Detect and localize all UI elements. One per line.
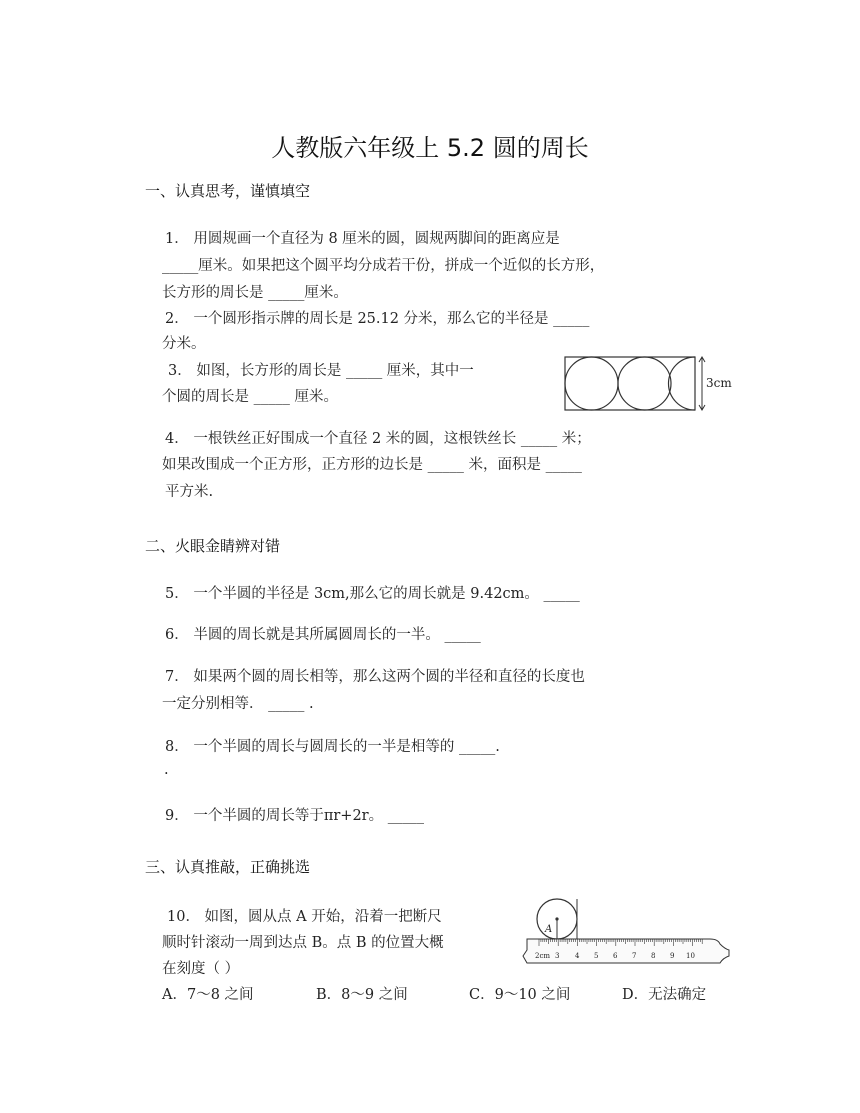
ruler-label-9: 9	[670, 952, 675, 960]
q6-line1: 6． 半圆的周长就是其所属圆周长的一半。 _____	[165, 627, 481, 643]
q4-line1: 4． 一根铁丝正好围成一个直径 2 米的圆，这根铁丝长 _____ 米；	[165, 431, 591, 447]
q3-line2: 个圆的周长是 _____ 厘米。	[162, 389, 338, 405]
ruler-label-4: 4	[575, 952, 580, 960]
page-title: 人教版六年级上 5.2 圆的周长	[271, 134, 589, 162]
ruler-label-5: 5	[594, 952, 599, 960]
ruler-label-8: 8	[651, 952, 656, 960]
q10-point-a-label: A	[545, 924, 553, 935]
q5-line1: 5． 一个半圆的半径是 3cm,那么它的周长就是 9.42cm。 _____	[165, 586, 580, 602]
q10-option-a: A．7～8 之间	[162, 987, 254, 1003]
section-heading-1: 一、认真思考，谨慎填空	[145, 182, 311, 200]
ruler-label-10: 10	[686, 952, 695, 960]
q10-line3: 在刻度（ ）	[162, 961, 240, 977]
q1-line1: 1． 用圆规画一个直径为 8 厘米的圆，圆规两脚间的距离应是	[165, 231, 560, 247]
section-heading-2: 二、火眼金睛辨对错	[145, 537, 281, 555]
q10-option-d: D．无法确定	[622, 987, 707, 1003]
q10-line2: 顺时针滚动一周到达点 B。点 B 的位置大概	[162, 935, 444, 951]
q7-line1: 7． 如果两个圆的周长相等，那么这两个圆的半径和直径的长度也	[165, 669, 585, 685]
q10-option-c: C．9～10 之间	[469, 987, 571, 1003]
q10-line1: 10． 如图，圆从点 A 开始，沿着一把断尺	[167, 909, 442, 925]
ruler-label-3: 3	[555, 952, 560, 960]
q8-line1: 8． 一个半圆的周长与圆周长的一半是相等的 _____.	[165, 739, 500, 755]
q2-line1: 2． 一个圆形指示牌的周长是 25.12 分米，那么它的半径是 _____	[165, 311, 590, 327]
q3-figure-rectangle-circles	[560, 352, 740, 416]
q1-line3: 长方形的周长是 _____厘米。	[162, 285, 348, 301]
ruler-label-7: 7	[632, 952, 637, 960]
ruler-label-6: 6	[613, 952, 618, 960]
q2-line2: 分米。	[162, 336, 206, 352]
ruler-label-2cm: 2cm	[535, 952, 551, 960]
q1-line2: _____厘米。如果把这个圆平均分成若干份，拼成一个近似的长方形，	[162, 258, 605, 274]
q7-line2: 一定分别相等． _____ .	[162, 696, 314, 712]
q10-option-b: B．8～9 之间	[316, 987, 408, 1003]
q4-line2: 如果改围成一个正方形，正方形的边长是 _____ 米，面积是 _____	[162, 457, 582, 473]
q9-line1: 9． 一个半圆的周长等于πr+2r。 _____	[165, 808, 424, 824]
q3-line1: 3． 如图，长方形的周长是 _____ 厘米，其中一	[168, 363, 474, 379]
q4-line3: 平方米.	[165, 484, 214, 500]
q3-figure-label: 3cm	[706, 376, 732, 390]
q8-line2: .	[164, 762, 169, 778]
section-heading-3: 三、认真推敲，正确挑选	[145, 858, 311, 876]
q10-ruler-labels	[535, 952, 695, 960]
q10-figure-circle-ruler	[515, 894, 737, 968]
